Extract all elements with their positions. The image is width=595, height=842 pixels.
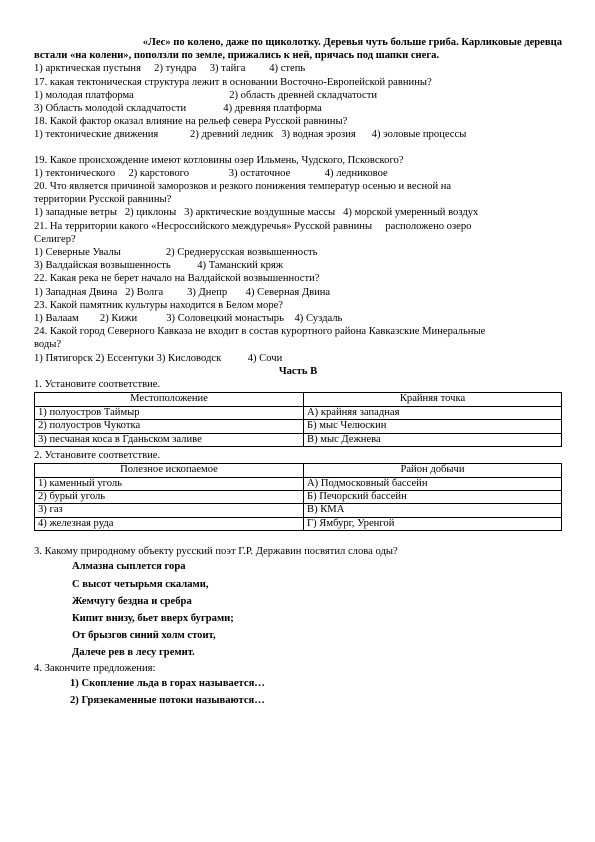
poem-line: Алмазна сыплется гора (72, 561, 186, 573)
question-22-text: 22. Какая река не берет начало на Валдайской возвышенности? (34, 273, 320, 285)
question-20-text-cont: территории Русской равнины? (34, 194, 172, 206)
task-2-title: 2. Установите соответствие. (34, 449, 161, 461)
question-22-options: 1) Западная Двина 2) Волга 3) Днепр 4) Северная Двина (34, 286, 331, 298)
question-20-text: 20. Что является причиной заморозков и резкого понижения температур осенью и весной на (34, 181, 452, 193)
question-16-options: 1) арктическая пустыня 2) тундра 3) тайга 4) степь (34, 63, 306, 75)
question-23-text: 23. Какой памятник культуры находится в Белом море? (34, 299, 284, 311)
table-cell: В) мыс Дежнева (304, 433, 562, 446)
spacer (34, 533, 562, 545)
table-cell: 2) бурый уголь (35, 490, 304, 503)
question-24-options: 1) Пятигорск 2) Ессентуки 3) Кисловодск 4) Сочи (34, 352, 283, 364)
question-21-text: 21. На территории какого «Несроссийского междуречья» Русской равнины расположено озеро (34, 220, 472, 232)
column-header: Район добычи (304, 464, 562, 477)
sentence-item: 2) Грязекаменные потоки называются… (70, 694, 265, 706)
table-cell: 4) железная руда (35, 517, 304, 530)
poem (72, 558, 562, 661)
table-cell: А) Подмосковный бассейн (304, 477, 562, 490)
table-cell: 1) полуостров Таймыр (35, 406, 304, 419)
task-3-title: 3. Какому природному объекту русский поэт Г.Р. Державин посвятил слова оды? (34, 546, 398, 558)
table-row (35, 504, 562, 517)
question-21-text-cont: Селигер? (34, 233, 76, 245)
spacer (34, 142, 562, 154)
column-header: Местоположение (35, 393, 304, 406)
table-header-row (35, 464, 562, 477)
poem-line: С высот четырьмя скалами, (72, 578, 209, 590)
poem-line: От брызгов синий холм стоит, (72, 630, 216, 642)
question-17-options-b: 3) Область молодой складчатости 4) древняя платформа (34, 103, 322, 115)
sentence-list (70, 675, 562, 709)
question-19-options: 1) тектонического 2) карстового 3) остаточное 4) ледниковое (34, 167, 388, 179)
table-row (35, 406, 562, 419)
table-header-row (35, 393, 562, 406)
intro-line-2: встали «на колени», поползли по земле, прижались к ней, прячась под шапки снега. (34, 50, 440, 62)
poem-line: Кипит внизу, бьет вверх буграми; (72, 612, 234, 624)
worksheet-page (34, 36, 562, 709)
task-1-title: 1. Установите соответствие. (34, 379, 161, 391)
intro-line-1: «Лес» по колено, даже по щиколотку. Деревья чуть больше гриба. Карликовые деревца (142, 37, 562, 48)
table-cell: А) крайняя западная (304, 406, 562, 419)
task-1-table (34, 392, 562, 447)
table-cell: Б) Печорский бассейн (304, 490, 562, 503)
table-row (35, 433, 562, 446)
task-4-title: 4. Закончите предложения: (34, 662, 156, 674)
task-2-table (34, 463, 562, 531)
question-24-text: 24. Какой город Северного Кавказа не входит в состав курортного района Кавказские Минеральные (34, 326, 486, 338)
table-row (35, 420, 562, 433)
table-cell: 1) каменный уголь (35, 477, 304, 490)
question-20-options: 1) западные ветры 2) циклоны 3) арктические воздушные массы 4) морской умеренный воздух (34, 207, 479, 219)
table-cell: 3) газ (35, 504, 304, 517)
question-21-options-b: 3) Валдайская возвышенность 4) Таманский кряж (34, 260, 284, 272)
table-row (35, 517, 562, 530)
question-23-options: 1) Валаам 2) Кижи 3) Соловецкий монастырь 4) Суздаль (34, 313, 343, 325)
column-header: Полезное ископаемое (35, 464, 304, 477)
part-b-title: Часть В (278, 365, 318, 377)
question-19-text: 19. Какое происхождение имеют котловины озер Ильмень, Чудского, Псковского? (34, 154, 404, 166)
question-17-text: 17. какая тектоническая структура лежит в основании Восточно-Европейской равнины? (34, 76, 432, 88)
table-cell: Б) мыс Челюскин (304, 420, 562, 433)
column-header: Крайняя точка (304, 393, 562, 406)
poem-line: Далече рев в лесу гремит. (72, 647, 195, 659)
question-18-options: 1) тектонические движения 2) древний ледник 3) водная эрозия 4) эоловые процессы (34, 129, 467, 141)
question-21-options-a: 1) Северные Увалы 2) Среднерусская возвышенность (34, 247, 318, 259)
poem-line: Жемчугу бездна и сребра (72, 595, 192, 607)
sentence-item: 1) Скопление льда в горах называется… (70, 677, 265, 689)
table-row (35, 490, 562, 503)
table-cell: 2) полуостров Чукотка (35, 420, 304, 433)
table-row (35, 477, 562, 490)
question-24-text-cont: воды? (34, 339, 62, 351)
table-cell: Г) Ямбург, Уренгой (304, 517, 562, 530)
table-cell: В) КМА (304, 504, 562, 517)
table-cell: 3) песчаная коса в Гданьском заливе (35, 433, 304, 446)
question-17-options-a: 1) молодая платформа 2) область древней складчатости (34, 89, 378, 101)
question-18-text: 18. Какой фактор оказал влияние на рельеф севера Русской равнины? (34, 116, 348, 128)
